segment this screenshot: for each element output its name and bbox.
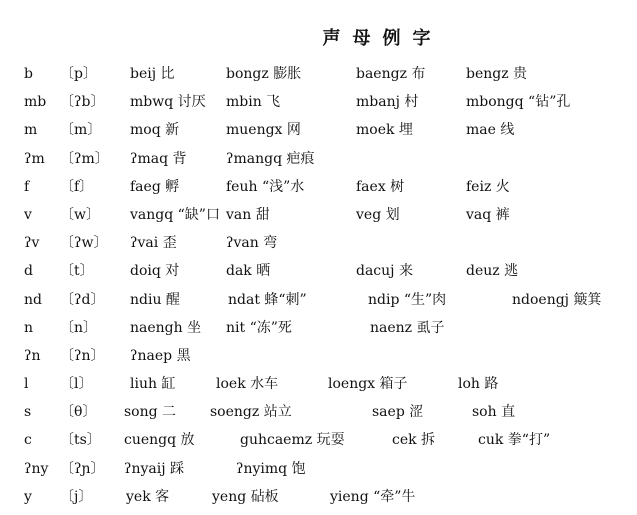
ipa-value: 〔f〕 (60, 178, 94, 195)
example-word: dacuj 来 (356, 263, 413, 280)
ipa-value: 〔ʔb〕 (60, 94, 105, 111)
table-row (0, 318, 637, 346)
example-word: soengz 站立 (210, 404, 292, 421)
example-word: mbongq “钻”孔 (466, 94, 571, 111)
example-word: yeng 砧板 (212, 488, 279, 505)
ipa-value: 〔j〕 (60, 488, 93, 505)
table-row (0, 205, 637, 233)
example-word: doiq 对 (130, 263, 180, 280)
table-row (0, 402, 637, 430)
table-row (0, 261, 637, 289)
ipa-value: 〔l〕 (60, 376, 93, 393)
ipa-value: 〔ʔw〕 (60, 235, 108, 252)
example-word: loek 水车 (216, 376, 279, 393)
table-row (0, 177, 637, 205)
example-word: feuh “浅”水 (226, 178, 305, 195)
example-word: beij 比 (130, 66, 175, 82)
example-word: van 甜 (226, 206, 270, 223)
example-word: moek 埋 (356, 122, 413, 139)
table-row (0, 459, 637, 487)
example-word: mbwq 讨厌 (130, 94, 206, 111)
example-word: cek 拆 (392, 432, 436, 449)
initial-letter: f (24, 178, 30, 195)
example-word: loengx 箱子 (328, 376, 408, 393)
example-word: baengz 布 (356, 66, 426, 82)
example-word: ndiu 醒 (130, 291, 180, 308)
table-row (0, 487, 637, 515)
example-word: naenz 虱子 (370, 319, 445, 336)
example-word: nit “冻”死 (226, 319, 292, 336)
ipa-value: 〔ʔd〕 (60, 291, 105, 308)
initial-letter: n (24, 319, 34, 336)
example-word: guhcaemz 玩耍 (240, 432, 345, 449)
table-row (0, 290, 637, 318)
example-word: mbin 飞 (226, 94, 281, 111)
table-row (0, 430, 637, 458)
initials-table (0, 64, 637, 515)
ipa-value: 〔ʔɲ〕 (60, 460, 105, 477)
table-row (0, 64, 637, 92)
example-word: muengx 网 (226, 122, 301, 139)
example-word: bengz 贵 (466, 66, 528, 82)
initial-letter: nd (24, 291, 42, 308)
example-word: ʔvai 歪 (130, 235, 177, 252)
initial-letter: c (24, 432, 32, 449)
table-row (0, 120, 637, 148)
initial-letter: ʔny (24, 460, 49, 477)
example-word: veg 划 (356, 206, 400, 223)
example-word: ʔmangq 疤痕 (226, 150, 315, 167)
ipa-value: 〔w〕 (60, 206, 100, 223)
example-word: naengh 坐 (130, 319, 202, 336)
example-word: ʔvan 弯 (226, 235, 278, 252)
page-title: 声母例字 (322, 28, 443, 49)
initial-letter: mb (24, 94, 47, 111)
initial-letter: y (24, 488, 32, 505)
ipa-value: 〔m〕 (60, 122, 102, 139)
table-row (0, 374, 637, 402)
ipa-value: 〔θ〕 (60, 404, 97, 421)
table-row (0, 92, 637, 120)
example-word: cuk 拳“打” (478, 432, 551, 449)
table-row (0, 346, 637, 374)
example-word: yek 客 (126, 488, 170, 505)
initial-letter: ʔm (24, 150, 45, 167)
initial-letter: ʔn (24, 347, 41, 364)
example-word: mbanj 村 (356, 94, 419, 111)
example-word: ndat 蜂“刺” (228, 291, 307, 308)
example-word: ndoengj 簸箕 (512, 291, 602, 308)
example-word: song 二 (124, 404, 177, 421)
example-word: soh 直 (472, 404, 516, 421)
ipa-value: 〔n〕 (60, 319, 98, 336)
example-word: saep 涩 (372, 404, 424, 421)
initial-letter: s (24, 404, 32, 421)
example-word: ʔnaep 黑 (130, 347, 191, 364)
example-word: dak 晒 (226, 263, 271, 280)
initial-letter: v (24, 206, 32, 223)
example-word: ndip “生”肉 (368, 291, 447, 308)
ipa-value: 〔ʔn〕 (60, 347, 105, 364)
ipa-value: 〔ts〕 (60, 432, 101, 449)
table-row (0, 233, 637, 261)
example-word: deuz 逃 (466, 263, 519, 280)
ipa-value: 〔ʔm〕 (60, 150, 109, 167)
initial-letter: l (24, 376, 29, 393)
example-word: vaq 裤 (466, 206, 510, 223)
example-word: cuengq 放 (124, 432, 195, 449)
ipa-value: 〔t〕 (60, 263, 94, 280)
example-word: ʔmaq 背 (130, 150, 187, 167)
example-word: moq 新 (130, 122, 180, 139)
example-word: feiz 火 (466, 178, 510, 195)
example-word: ʔnyaij 踩 (124, 460, 185, 477)
example-word: yieng “牵”牛 (330, 488, 416, 505)
table-row (0, 149, 637, 177)
initial-letter: d (24, 263, 33, 280)
example-word: faex 树 (356, 178, 405, 195)
example-word: ʔnyimq 饱 (236, 460, 306, 477)
initial-letter: m (24, 122, 38, 139)
example-word: mae 线 (466, 122, 515, 139)
initial-letter: ʔv (24, 235, 40, 252)
example-word: liuh 缸 (130, 376, 176, 393)
example-word: bongz 膨胀 (226, 66, 302, 82)
example-word: loh 路 (458, 376, 499, 393)
initial-letter: b (24, 66, 33, 82)
example-word: vangq “缺”口 (130, 206, 220, 223)
ipa-value: 〔p〕 (60, 66, 97, 82)
example-word: faeg 孵 (130, 178, 180, 195)
